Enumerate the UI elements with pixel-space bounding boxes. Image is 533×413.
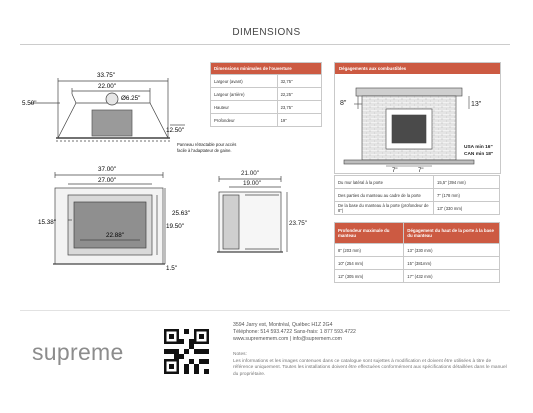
- side-depth-inner-dim: 19.00": [243, 180, 261, 187]
- clearance-7a-dim: 7": [392, 168, 398, 172]
- fireplace-dimension-drawings: [20, 58, 206, 278]
- footer-address: 3594 Jarry est, Montréal, Québec H1Z 2G4: [233, 322, 333, 328]
- clearance-table: [334, 175, 500, 215]
- table-cell: Largeur (arrière): [211, 88, 278, 101]
- table-cell: De la base du manteau à la porte (profondeur de 8"): [335, 202, 434, 215]
- table-cell: Du mur latéral à la porte: [335, 176, 434, 189]
- overall-height-dim: 25.63": [172, 210, 190, 217]
- top-width-dim: 33.75": [97, 72, 115, 79]
- qr-code: [164, 329, 209, 374]
- panel-note: Panneau rétractable pour accès facile à l'adaptateur de gaine.: [177, 142, 237, 153]
- usa-min-label: USA min 16": [464, 145, 493, 150]
- opening-dimensions-table: [210, 62, 322, 127]
- table-cell: 13" (330 mm): [434, 202, 500, 215]
- table-cell: 15" (381mm): [404, 257, 500, 270]
- table-cell: 15,5" (394 mm): [434, 176, 500, 189]
- table-cell: 22,25": [277, 88, 321, 101]
- window-height-dim: 15.38": [38, 219, 56, 226]
- table-cell: Des parties du manteau au cadre de la porte: [335, 189, 434, 202]
- clearance-drawing: [334, 74, 499, 172]
- table-cell: Profondeur: [211, 114, 278, 127]
- table-cell: 17" (432 mm): [404, 270, 500, 283]
- table-cell: 13" (330 mm): [404, 244, 500, 257]
- table-cell: 12" (305 mm): [335, 270, 404, 283]
- footer-contact: [233, 322, 513, 343]
- inner-height-dim: 19.50": [166, 223, 184, 230]
- notes-text: Les informations et les images contenues dans ce catalogue sont sujettes à modification et doivent être utilisées à titre de référence uniquement. Toutes les installations doivent être effectuées conformément aux spécifications détaillées dans le manuel du propriétaire.: [233, 358, 507, 377]
- side-depth-dim: 21.00": [241, 170, 259, 177]
- opening-table-header: Dimensions minimales de l'ouverture: [211, 63, 322, 75]
- supreme-logo: supreme: [32, 339, 124, 365]
- top-inner-dim: 22.00": [98, 83, 116, 90]
- clearance-8-dim: 8": [340, 100, 347, 107]
- table-cell: Hauteur: [211, 101, 278, 114]
- base-height-dim: 1.5": [166, 265, 177, 272]
- mantel-clearance-header: Dégagement du haut de la porte à la base du manteau: [404, 223, 500, 244]
- can-min-label: CAN min 18": [464, 152, 494, 157]
- clearance-7b-dim: 7": [418, 168, 424, 172]
- footer-divider: [20, 310, 510, 311]
- mantel-depth-header: Profondeur maximale du manteau: [335, 223, 404, 244]
- notes-title: Notes:: [233, 352, 247, 357]
- right-depth-dim: 12.50": [166, 127, 184, 134]
- left-offset-dim: 5.50": [22, 100, 37, 107]
- side-view-drawing: [205, 165, 317, 265]
- table-cell: 23,75": [277, 101, 321, 114]
- title-divider: [20, 44, 510, 45]
- footer-web[interactable]: www.suprememem.com | info@supremem.com: [233, 336, 342, 342]
- table-cell: 7" (178 mm): [434, 189, 500, 202]
- page-title: DIMENSIONS: [232, 27, 301, 38]
- table-cell: Largeur (avant): [211, 75, 278, 88]
- table-cell: 19": [277, 114, 321, 127]
- footer-phone: Téléphone: 514 593.4722 Sans-frais: 1 877 593.4722: [233, 329, 356, 335]
- table-cell: 32,75": [277, 75, 321, 88]
- table-cell: 8" (203 mm): [335, 244, 404, 257]
- flue-diameter-dim: Ø6.25": [121, 95, 141, 102]
- front-width-dim: 37.00": [98, 166, 116, 173]
- clearance-13-dim: 13": [471, 101, 482, 108]
- front-view-drawing: [53, 172, 165, 264]
- window-width-dim: 22.88": [106, 232, 124, 239]
- clearance-header: Dégagements aux combustibles: [335, 63, 500, 74]
- table-cell: 10" (254 mm): [335, 257, 404, 270]
- side-height-dim: 23.75": [289, 220, 307, 227]
- mantel-table: [334, 222, 500, 283]
- footer-notes: [233, 352, 511, 378]
- front-inner-dim: 27.00": [98, 177, 116, 184]
